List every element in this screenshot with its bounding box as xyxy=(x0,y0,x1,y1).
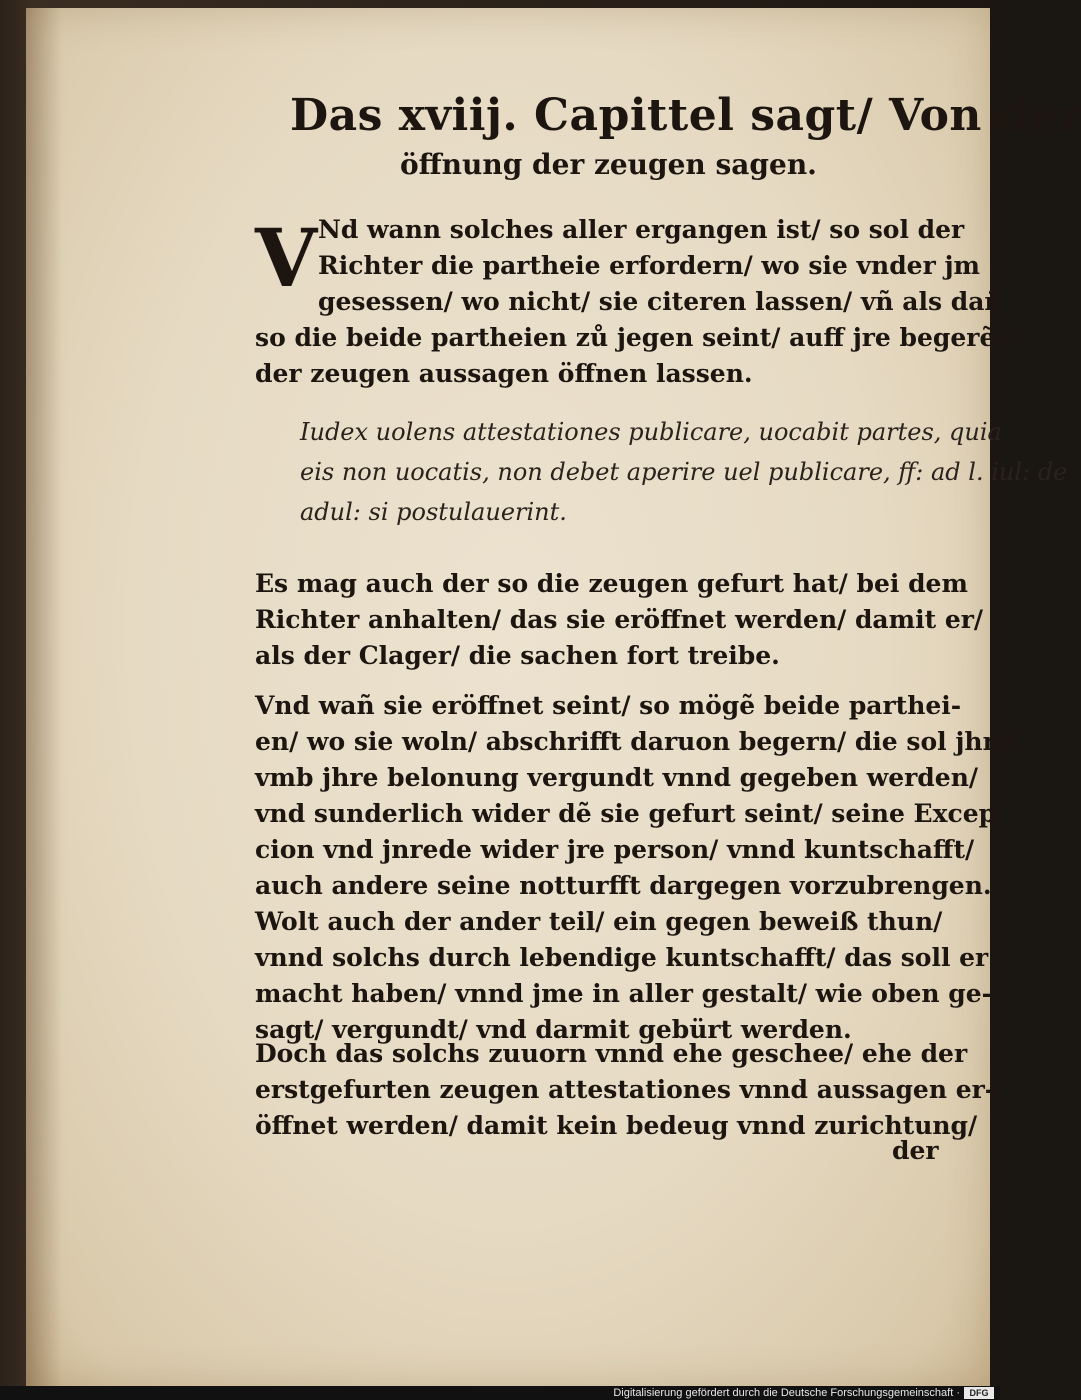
text-line: öffnet werden/ damit kein bedeug vnnd zurichtung/ xyxy=(255,1111,978,1140)
text-line: Richter die partheie erfordern/ wo sie vnder jm xyxy=(318,251,980,280)
latin-gloss xyxy=(300,412,1068,532)
text-line: auch andere seine notturfft dargegen vorzubrengen. xyxy=(255,871,992,900)
text-line: macht haben/ vnnd jme in aller gestalt/ wie oben ge- xyxy=(255,979,993,1008)
text-line: als der Clager/ die sachen fort treibe. xyxy=(255,641,780,670)
gloss-line: eis non uocatis, non debet aperire uel publicare, ff: ad l. iul: de xyxy=(300,458,1068,486)
text-line: erstgefurten zeugen attestationes vnnd aussagen er- xyxy=(255,1075,996,1104)
catchword: der xyxy=(892,1136,939,1165)
text-line: gesessen/ wo nicht/ sie citeren lassen/ vñ als dañ xyxy=(318,287,1003,316)
gloss-line: adul: si postulauerint. xyxy=(300,498,567,526)
dfg-logo: DFG xyxy=(964,1387,994,1399)
digitization-footer xyxy=(0,1386,1000,1400)
text-line: Es mag auch der so die zeugen gefurt hat/ bei dem xyxy=(255,569,968,598)
chapter-heading: Das xviij. Capittel sagt/ Von der xyxy=(290,90,1081,141)
text-line: Nd wann solches aller ergangen ist/ so sol der xyxy=(318,215,965,244)
funding-credit: Digitalisierung gefördert durch die Deutsche Forschungsgemeinschaft · xyxy=(613,1387,960,1399)
paragraph-4 xyxy=(255,904,993,1048)
paragraph-1 xyxy=(255,212,1019,392)
gloss-line: Iudex uolens attestationes publicare, uocabit partes, quia xyxy=(300,418,1002,446)
text-line: Richter anhalten/ das sie eröffnet werden/ damit er/ xyxy=(255,605,984,634)
text-line: cion vnd jnrede wider jre person/ vnnd kuntschafft/ xyxy=(255,835,975,864)
text-line: vmb jhre belonung vergundt vnnd gegeben werden/ xyxy=(255,763,978,792)
text-line: Doch das solchs zuuorn vnnd ehe geschee/ ehe der xyxy=(255,1039,968,1068)
text-line: Vnd wañ sie eröffnet seint/ so mögẽ beide parthei- xyxy=(255,691,962,720)
text-line: so die beide partheien zů jegen seint/ auff jre begerẽs/ xyxy=(255,323,1019,352)
text-line: Wolt auch der ander teil/ ein gegen beweiß thun/ xyxy=(255,907,943,936)
text-line: vnnd solchs durch lebendige kuntschafft/ das soll er xyxy=(255,943,989,972)
paragraph-5 xyxy=(255,1036,996,1144)
text-line: vnd sunderlich wider dẽ sie gefurt seint/ seine Excep- xyxy=(255,799,1007,828)
paragraph-3 xyxy=(255,688,1017,904)
drop-capital: V xyxy=(255,211,318,305)
chapter-subheading: öffnung der zeugen sagen. xyxy=(400,148,817,181)
text-line: sagt/ vergundt/ vnd darmit gebürt werden. xyxy=(255,1015,852,1044)
text-line: der zeugen aussagen öffnen lassen. xyxy=(255,359,753,388)
text-line: en/ wo sie woln/ abschrifft daruon begern/ die sol jhnẽ xyxy=(255,727,1017,756)
paragraph-2 xyxy=(255,566,984,674)
